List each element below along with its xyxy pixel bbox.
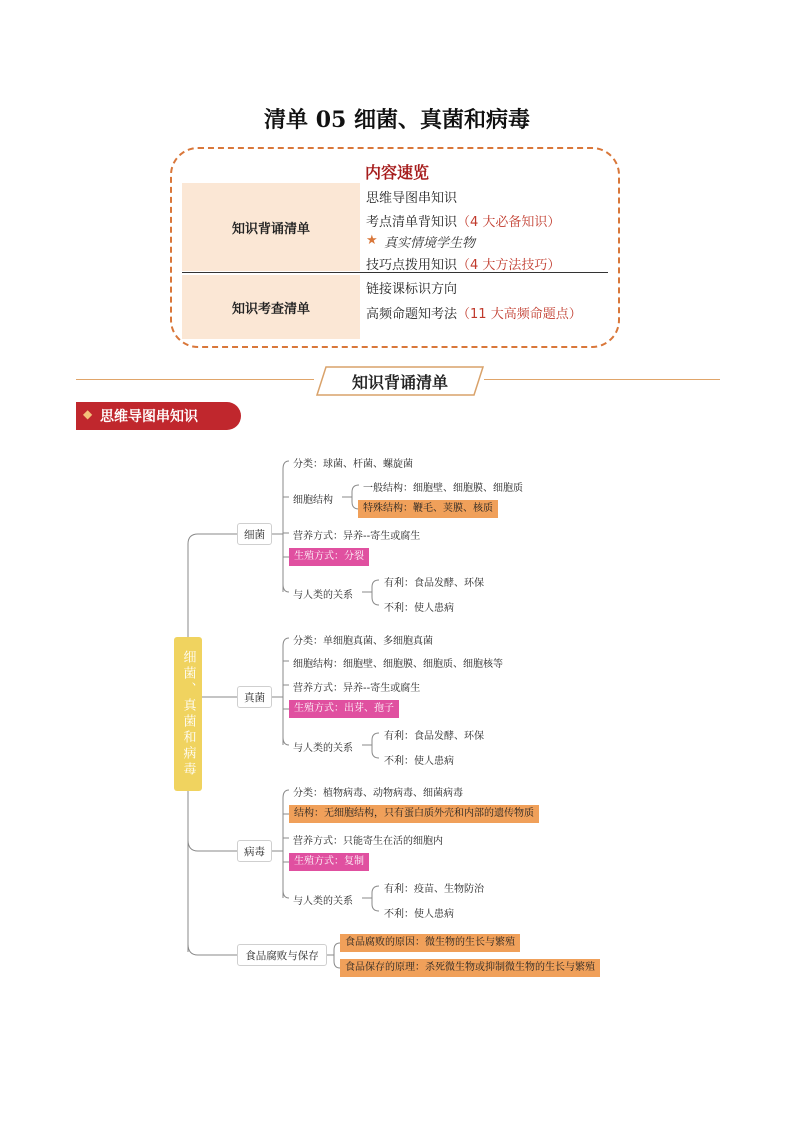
fungi-structure: 细胞结构：细胞壁、细胞膜、细胞质、细胞核等 (293, 659, 503, 670)
virus-relation-label: 与人类的关系 (293, 896, 353, 907)
bacteria-classification: 分类：球菌、杆菌、螺旋菌 (293, 459, 413, 470)
node-food: 食品腐败与保存 (237, 944, 327, 966)
bacteria-nutrition: 营养方式：异养--寄生或腐生 (293, 531, 421, 542)
food-preserve-principle: 食品保存的原理：杀死微生物或抑制微生物的生长与繁殖 (340, 959, 600, 977)
overview-heading: 内容速览 (364, 163, 429, 182)
node-fungi: 真菌 (237, 686, 272, 708)
bacteria-harm: 不利：使人患病 (384, 603, 454, 614)
virus-benefit: 有利：疫苗、生物防治 (384, 884, 484, 895)
overview-item: 思维导图串知识 (366, 191, 458, 206)
fungi-relation-label: 与人类的关系 (293, 743, 353, 754)
page-title: 清单 05 细菌、真菌和病毒 (264, 107, 530, 133)
virus-nutrition: 营养方式：只能寄生在活的细胞内 (293, 836, 443, 847)
diamond-icon: ◆ (83, 407, 93, 421)
overview-item: 考点清单背知识（4 大必备知识） (366, 215, 561, 230)
virus-structure: 结构：无细胞结构，只有蛋白质外壳和内部的遗传物质 (289, 805, 539, 823)
bacteria-general-structure: 一般结构：细胞壁、细胞膜、细胞质 (363, 483, 523, 494)
mindmap-root (174, 637, 202, 791)
mindmap-root-label: 细菌、真菌和病毒 (180, 650, 196, 778)
star-icon: ★ (366, 233, 378, 248)
fungi-benefit: 有利：食品发酵、环保 (384, 731, 484, 742)
fungi-reproduction: 生殖方式：出芽、孢子 (289, 700, 399, 718)
overview-item: 技巧点拨用知识（4 大方法技巧） (366, 258, 561, 273)
virus-harm: 不利：使人患病 (384, 909, 454, 920)
fungi-harm: 不利：使人患病 (384, 756, 454, 767)
bacteria-special-structure: 特殊结构：鞭毛、荚膜、核质 (358, 500, 498, 518)
bacteria-relation-label: 与人类的关系 (293, 590, 353, 601)
section-banner-title: 知识背诵清单 (351, 373, 448, 392)
category-exam-label: 知识考查清单 (231, 301, 310, 317)
mindmap-tag-label: 思维导图串知识 (100, 409, 198, 425)
overview-item: 链接课标识方向 (366, 282, 458, 297)
overview-script-item: 真实情境学生物 (384, 236, 476, 251)
node-virus: 病毒 (237, 840, 272, 862)
fungi-classification: 分类：单细胞真菌、多细胞真菌 (293, 636, 433, 647)
fungi-nutrition: 营养方式：异养--寄生或腐生 (293, 683, 421, 694)
node-bacteria: 细菌 (237, 523, 272, 545)
bacteria-reproduction: 生殖方式：分裂 (289, 548, 369, 566)
virus-reproduction: 生殖方式：复制 (289, 853, 369, 871)
virus-classification: 分类：植物病毒、动物病毒、细菌病毒 (293, 788, 463, 799)
bacteria-benefit: 有利：食品发酵、环保 (384, 578, 484, 589)
category-recite-label: 知识背诵清单 (231, 221, 310, 237)
overview-item: 高频命题知考法（11 大高频命题点） (366, 307, 582, 322)
bacteria-structure-label: 细胞结构 (293, 495, 333, 506)
food-spoil-cause: 食品腐败的原因：微生物的生长与繁殖 (340, 934, 520, 952)
